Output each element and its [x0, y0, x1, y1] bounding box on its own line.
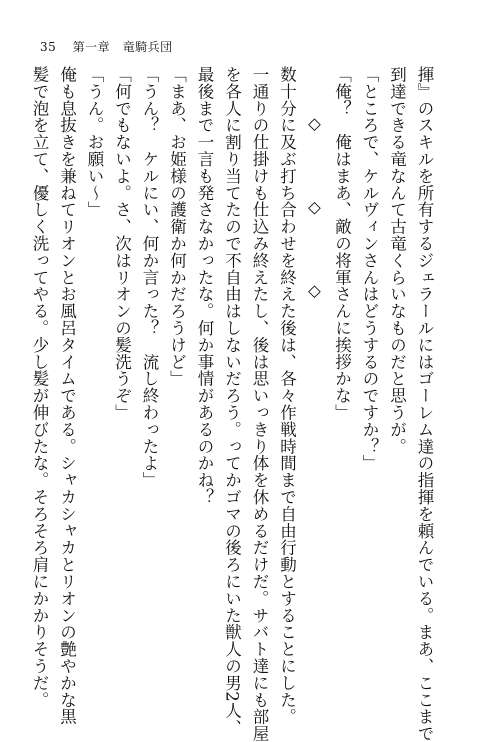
text-line: 「俺？ 俺はまあ、敵の将軍さんに挨拶かな」 [332, 66, 352, 421]
text-line: 「うん？ ケルにい、何か言った？ 流し終わったよ」 [140, 66, 159, 489]
text-line: 一通りの仕掛けも仕込み終えたし、後は思いっきり体を休めるだけだ。サバト達にも部屋 [250, 66, 269, 742]
text-line: 俺も息抜きを兼ねてリオンとお風呂タイムである。シャカシャカとリオンの艶やかな黒 [57, 66, 77, 726]
scene-break: ◇ ◇ ◇ [305, 114, 324, 324]
text-line: 「まあ、お姫様の護衛か何かだろうけど」 [167, 66, 187, 388]
text-line: 髪で泡を立て、優しく洗ってやる。少し髪が伸びたな。そろそろ肩にかかりそうだ。 [30, 66, 49, 709]
chapter-title: 第一章 竜騎兵団 [72, 40, 173, 54]
vertical-body-text [26, 66, 439, 742]
text-line: 数十分に及ぶ打ち合わせを終えた後は、各々作戦時間まで自由行動とすることにした。 [277, 66, 297, 726]
text-line: 到達できる竜なんて古竜くらいなものだと思うが。 [387, 66, 407, 455]
page-number: 35 [40, 40, 57, 54]
text-line: 「うん。お願い～」 [85, 66, 104, 219]
text-line: 揮』のスキルを所有するジェラールにはゴーレム達の指揮を頼んでいる。まあ、ここまで [415, 66, 434, 742]
text-line: 最後まで一言も発さなかったな。何か事情があるのかね？ [195, 66, 214, 506]
running-header [40, 38, 173, 55]
text-line: を各人に割り当てたので不自由はしないだろう。ってかゴマの後ろにいた獣人の男2人、 [222, 66, 242, 736]
text-line: 「ところで、ケルヴィンさんはどうするのですか？」 [360, 66, 379, 472]
text-line: 「何でもないよ。さ、次はリオンの髪洗うぞ」 [112, 66, 132, 421]
